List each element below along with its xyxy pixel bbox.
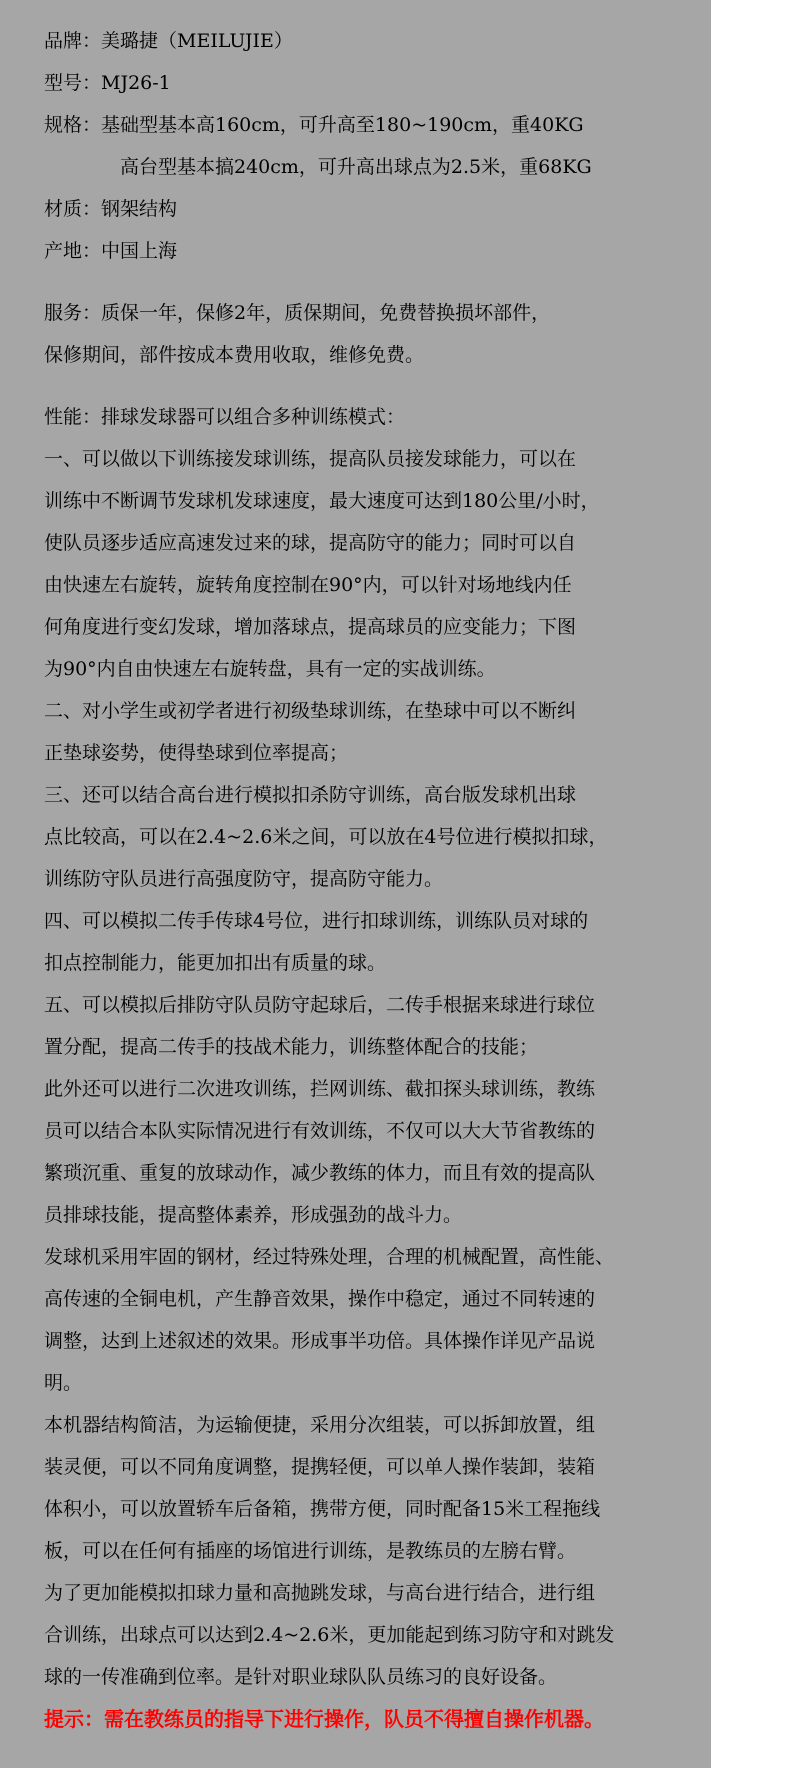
performance-line: 板，可以在任何有插座的场馆进行训练，是教练员的左膀右臂。 — [44, 1540, 577, 1562]
section-gap — [0, 376, 711, 396]
brand-line: 品牌：美璐捷（MEILUJIE） — [44, 30, 293, 52]
performance-line: 装灵便，可以不同角度调整，提携轻便，可以单人操作装卸，装箱 — [44, 1456, 596, 1478]
performance-line: 为90°内自由快速左右旋转盘，具有一定的实战训练。 — [44, 658, 496, 680]
spec-line-continued: 高台型基本搞240cm，可升高出球点为2.5米，重68KG — [120, 156, 592, 178]
performance-line: 二、对小学生或初学者进行初级垫球训练，在垫球中可以不断纠 — [44, 700, 577, 722]
performance-line: 一、可以做以下训练接发球训练，提高队员接发球能力，可以在 — [44, 448, 577, 470]
performance-line: 使队员逐步适应高速发过来的球，提高防守的能力；同时可以自 — [44, 532, 577, 554]
performance-line: 何角度进行变幻发球，增加落球点，提高球员的应变能力；下图 — [44, 616, 577, 638]
performance-line: 高传速的全铜电机，产生静音效果，操作中稳定，通过不同转速的 — [44, 1288, 596, 1310]
spec-line: 规格：基础型基本高160cm，可升高至180~190cm，重40KG — [44, 114, 584, 136]
model-line: 型号：MJ26-1 — [44, 72, 171, 94]
performance-line: 合训练，出球点可以达到2.4~2.6米，更加能起到练习防守和对跳发 — [44, 1624, 615, 1646]
performance-line: 员可以结合本队实际情况进行有效训练，不仅可以大大节省教练的 — [44, 1120, 596, 1142]
performance-line: 五、可以模拟后排防守队员防守起球后，二传手根据来球进行球位 — [44, 994, 596, 1016]
performance-line: 繁琐沉重、重复的放球动作，减少教练的体力，而且有效的提高队 — [44, 1162, 596, 1184]
performance-line: 正垫球姿势，使得垫球到位率提高； — [44, 742, 349, 764]
performance-line: 点比较高，可以在2.4~2.6米之间，可以放在4号位进行模拟扣球， — [44, 826, 608, 848]
service-line: 保修期间，部件按成本费用收取，维修免费。 — [44, 344, 425, 366]
performance-line: 三、还可以结合高台进行模拟扣杀防守训练，高台版发球机出球 — [44, 784, 577, 806]
origin-line: 产地：中国上海 — [44, 240, 178, 262]
performance-line: 性能：排球发球器可以组合多种训练模式： — [44, 406, 406, 428]
warning-tip: 提示：需在教练员的指导下进行操作，队员不得擅自操作机器。 — [44, 1707, 604, 1731]
performance-line: 置分配，提高二传手的技战术能力，训练整体配合的技能； — [44, 1036, 539, 1058]
performance-line: 为了更加能模拟扣球力量和高抛跳发球，与高台进行结合，进行组 — [44, 1582, 596, 1604]
performance-line: 球的一传准确到位率。是针对职业球队队员练习的良好设备。 — [44, 1666, 558, 1688]
performance-line: 明。 — [44, 1372, 83, 1394]
service-line: 服务：质保一年，保修2年，质保期间，免费替换损坏部件， — [44, 302, 551, 324]
performance-line: 调整，达到上述叙述的效果。形成事半功倍。具体操作详见产品说 — [44, 1330, 596, 1352]
performance-line: 由快速左右旋转，旋转角度控制在90°内，可以针对场地线内任 — [44, 574, 572, 596]
performance-line: 发球机采用牢固的钢材，经过特殊处理，合理的机械配置，高性能、 — [44, 1246, 615, 1268]
performance-line: 体积小，可以放置轿车后备箱，携带方便，同时配备15米工程拖线 — [44, 1498, 601, 1520]
section-gap — [0, 272, 711, 292]
performance-line: 员排球技能，提高整体素养，形成强劲的战斗力。 — [44, 1204, 463, 1226]
material-line: 材质：钢架结构 — [44, 198, 178, 220]
performance-line: 扣点控制能力，能更加扣出有质量的球。 — [44, 952, 387, 974]
performance-line: 训练中不断调节发球机发球速度，最大速度可达到180公里/小时， — [44, 490, 600, 512]
performance-line: 四、可以模拟二传手传球4号位，进行扣球训练，训练队员对球的 — [44, 910, 589, 932]
performance-line: 训练防守队员进行高强度防守，提高防守能力。 — [44, 868, 444, 890]
performance-line: 此外还可以进行二次进攻训练，拦网训练、截扣探头球训练，教练 — [44, 1078, 596, 1100]
performance-line: 本机器结构简洁，为运输便捷，采用分次组装，可以拆卸放置，组 — [44, 1414, 596, 1436]
